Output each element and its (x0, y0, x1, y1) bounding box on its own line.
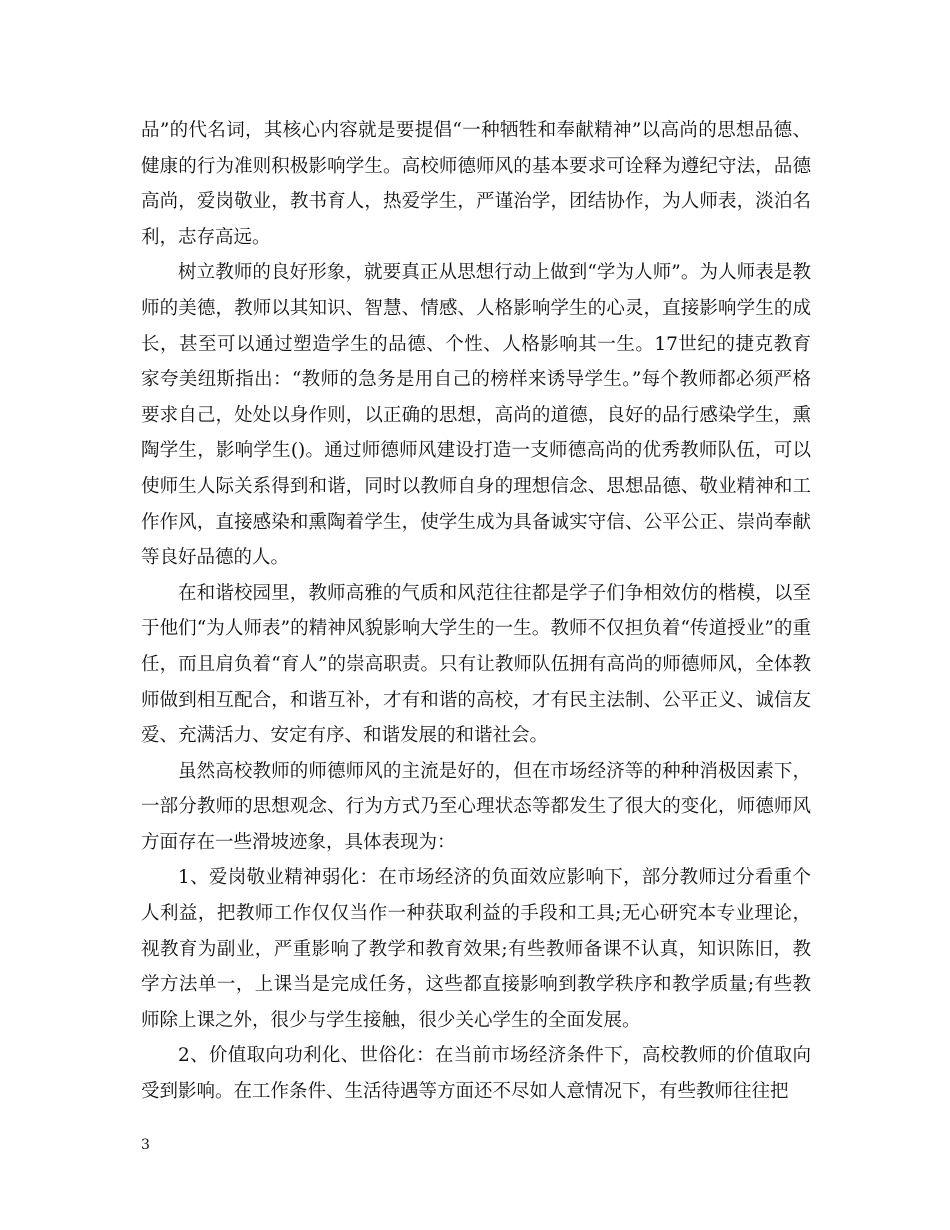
paragraph-2: 树立教师的良好形象，就要真正从思想行动上做到“学为人师”。为人师表是教师的美德，教师以其知识、智慧、情感、人格影响学生的心灵，直接影响学生的成长，甚至可以通过塑造学生的品德、个性、人格影响其一生。17世纪的捷克教育家夸美纽斯指出：“教师的急务是用自己的榜样来诱导学生。”每个教师都必须严格要求自己，处处以身作则，以正确的思想，高尚的道德，良好的品行感染学生，熏陶学生，影响学生()。通过师德师风建设打造一支师德高尚的优秀教师队伍，可以使师生人际关系得到和谐，同时以教师自身的理想信念、思想品德、敬业精神和工作作风，直接感染和熏陶着学生，使学生成为具备诚实守信、公平公正、崇尚奉献等良好品德的人。 (141, 262, 811, 569)
paragraph-4: 虽然高校教师的师德师风的主流是好的，但在市场经济等的种种消极因素下，一部分教师的思想观念、行为方式乃至心理状态等都发生了很大的变化，师德师风方面存在一些滑坡迹象，具体表现为： (141, 760, 811, 853)
paragraph-1: 品”的代名词，其核心内容就是要提倡“一种牺牲和奉献精神”以高尚的思想品德、健康的行为准则积极影响学生。高校师德师风的基本要求可诠释为遵纪守法，品德高尚，爱岗敬业，教书育人，热爱学生，严谨治学，团结协作，为人师表，淡泊名利，志存高远。 (141, 120, 811, 248)
paragraph-3: 在和谐校园里，教师高雅的气质和风范往往都是学子们争相效仿的楷模，以至于他们“为人师表”的精神风貌影响大学生的一生。教师不仅担负着“传道授业”的重任，而且肩负着“育人”的崇高职责。只有让教师队伍拥有高尚的师德师风，全体教师做到相互配合，和谐互补，才有和谐的高校，才有民主法制、公平正义、诚信友爱、充满活力、安定有序、和谐发展的和谐社会。 (141, 582, 811, 747)
page-number: 3 (141, 1137, 150, 1153)
paragraph-5: 1、爱岗敬业精神弱化：在市场经济的负面效应影响下，部分教师过分看重个人利益，把教师工作仅仅当作一种获取利益的手段和工具;无心研究本专业理论，视教育为副业，严重影响了教学和教育效果;有些教师备课不认真，知识陈旧，教学方法单一，上课当是完成任务，这些都直接影响到教学秩序和教学质量;有些教师除上课之外，很少与学生接触，很少关心学生的全面发展。 (141, 867, 811, 1031)
document-body (141, 113, 811, 1110)
paragraph-6: 2、价值取向功利化、世俗化：在当前市场经济条件下，高校教师的价值取向受到影响。在工作条件、生活待遇等方面还不尽如人意情况下，有些教师往往把 (141, 1045, 811, 1103)
